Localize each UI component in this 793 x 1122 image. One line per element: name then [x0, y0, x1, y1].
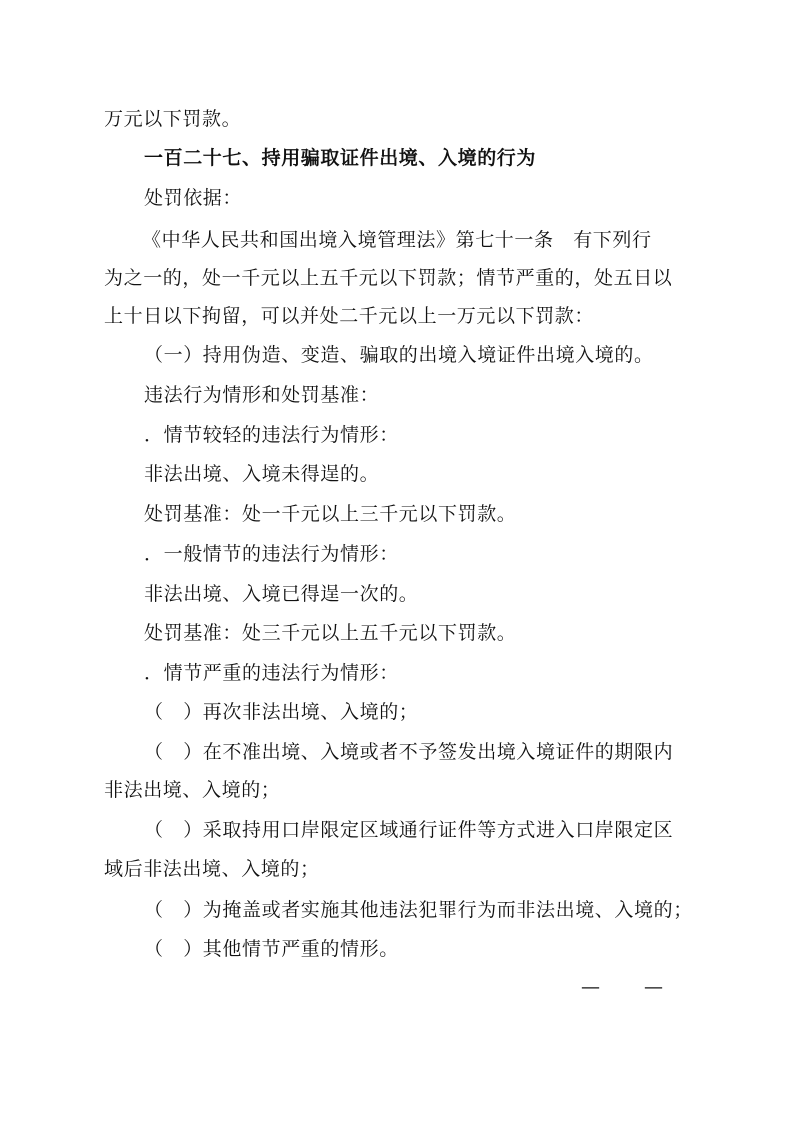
text-line: 非法出境、入境已得逞一次的。 — [144, 583, 419, 605]
text-line: 非法出境、入境的； — [104, 779, 281, 801]
text-line: ．情节严重的违法行为情形： — [144, 662, 399, 684]
text-line: （ ）其他情节严重的情形。 — [144, 938, 399, 960]
text-line: 万元以下罚款。 — [104, 108, 242, 130]
text-line: 违法行为情形和处罚基准： — [144, 384, 380, 406]
text-line: 域后非法出境、入境的； — [104, 858, 320, 880]
text-line: 非法出境、入境未得逞的。 — [144, 463, 380, 485]
text-line: （ ）采取持用口岸限定区域通行证件等方式进入口岸限定区 — [144, 819, 674, 841]
text-line: （ ）再次非法出境、入境的； — [144, 701, 419, 723]
text-line: 处罚基准：处一千元以上三千元以下罚款。 — [144, 503, 517, 525]
page-footer: — — — [581, 976, 666, 998]
text-line: （ ）在不准出境、入境或者不予签发出境入境证件的期限内 — [144, 741, 674, 763]
text-line: 《中华人民共和国出境入境管理法》第七十一条 有下列行 — [142, 229, 652, 251]
text-line: 上十日以下拘留，可以并处二千元以上一万元以下罚款： — [104, 305, 595, 327]
text-line: 为之一的，处一千元以上五千元以下罚款；情节严重的，处五日以 — [104, 267, 673, 289]
text-line: 处罚基准：处三千元以上五千元以下罚款。 — [144, 622, 517, 644]
text-line: ．一般情节的违法行为情形： — [144, 543, 399, 565]
text-line: ．情节较轻的违法行为情形： — [144, 424, 399, 446]
text-line: （ ）为掩盖或者实施其他违法犯罪行为而非法出境、入境的； — [144, 899, 693, 921]
text-line: 处罚依据： — [144, 187, 243, 209]
section-heading: 一百二十七、持用骗取证件出境、入境的行为 — [144, 147, 537, 169]
text-line: （一）持用伪造、变造、骗取的出境入境证件出境入境的。 — [144, 344, 654, 366]
